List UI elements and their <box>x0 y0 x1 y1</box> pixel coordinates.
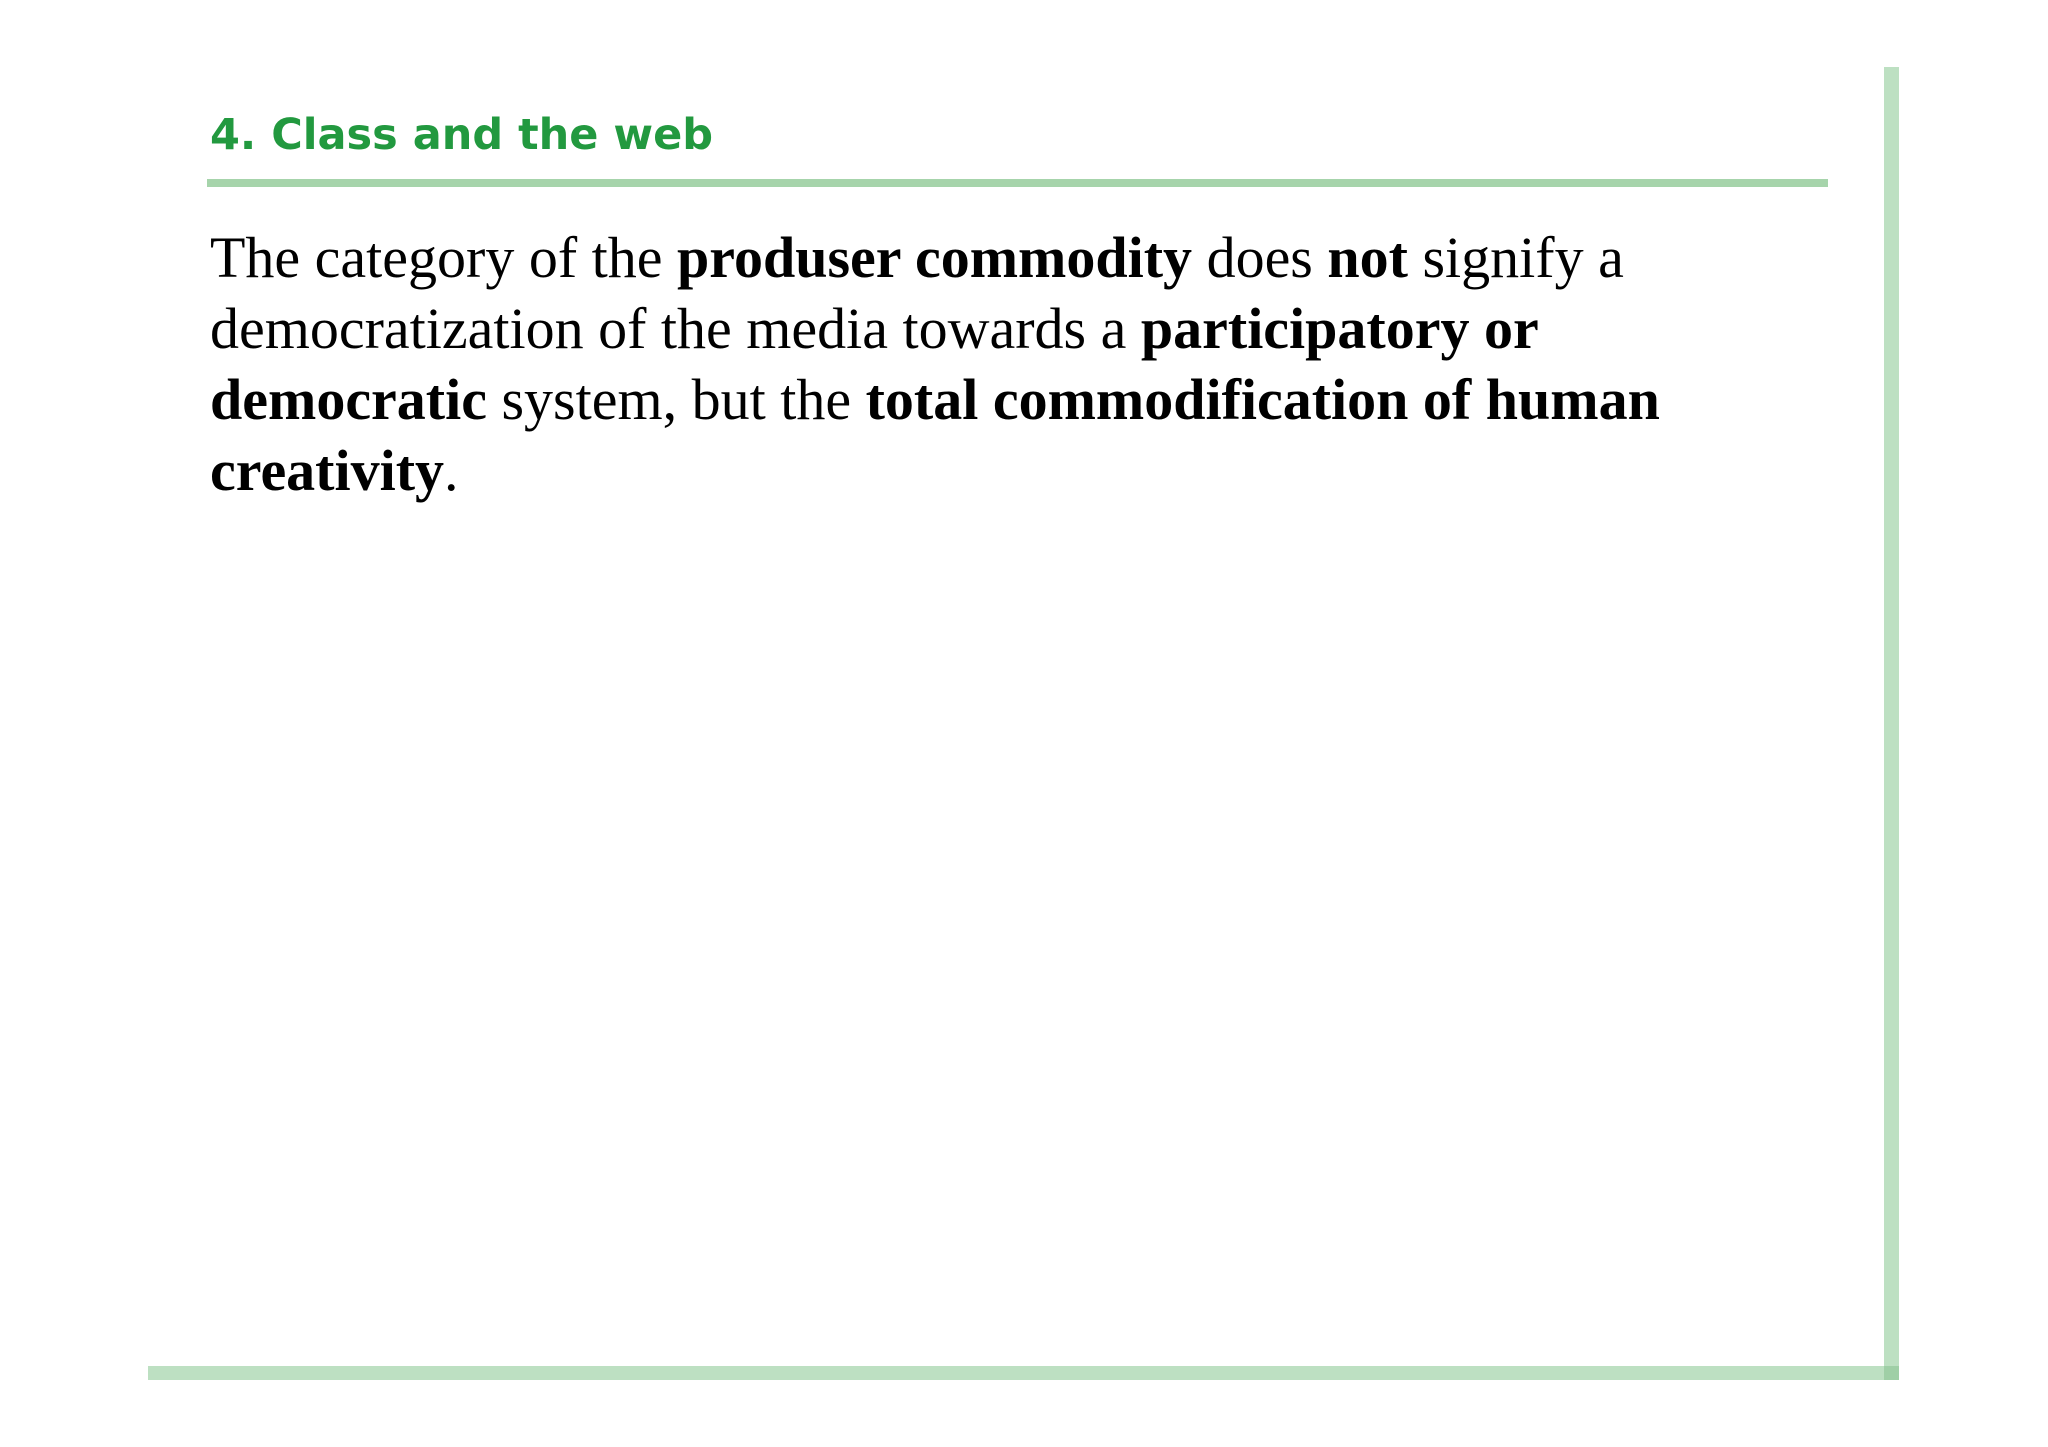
slide-body-text <box>210 222 1770 506</box>
slide-frame-right <box>1884 67 1899 1380</box>
body-emphasis-segment: participatory or democratic <box>210 296 1538 432</box>
body-text-segment: system, but the <box>486 367 866 432</box>
slide-title: 4. Class and the web <box>210 110 714 160</box>
body-emphasis-segment: not <box>1327 225 1408 290</box>
body-emphasis-segment: produser commodity <box>677 225 1193 290</box>
slide-frame-corner <box>1884 1366 1899 1380</box>
title-divider <box>207 179 1828 187</box>
body-text-segment: The category of the <box>210 225 678 290</box>
body-text-segment: . <box>444 438 459 503</box>
body-emphasis-segment: total commodification of human creativity <box>210 367 1660 503</box>
body-text-segment: signify a democratization of the media towards a <box>210 225 1624 361</box>
body-text-segment: does <box>1192 225 1328 290</box>
slide-frame-bottom <box>148 1366 1884 1380</box>
